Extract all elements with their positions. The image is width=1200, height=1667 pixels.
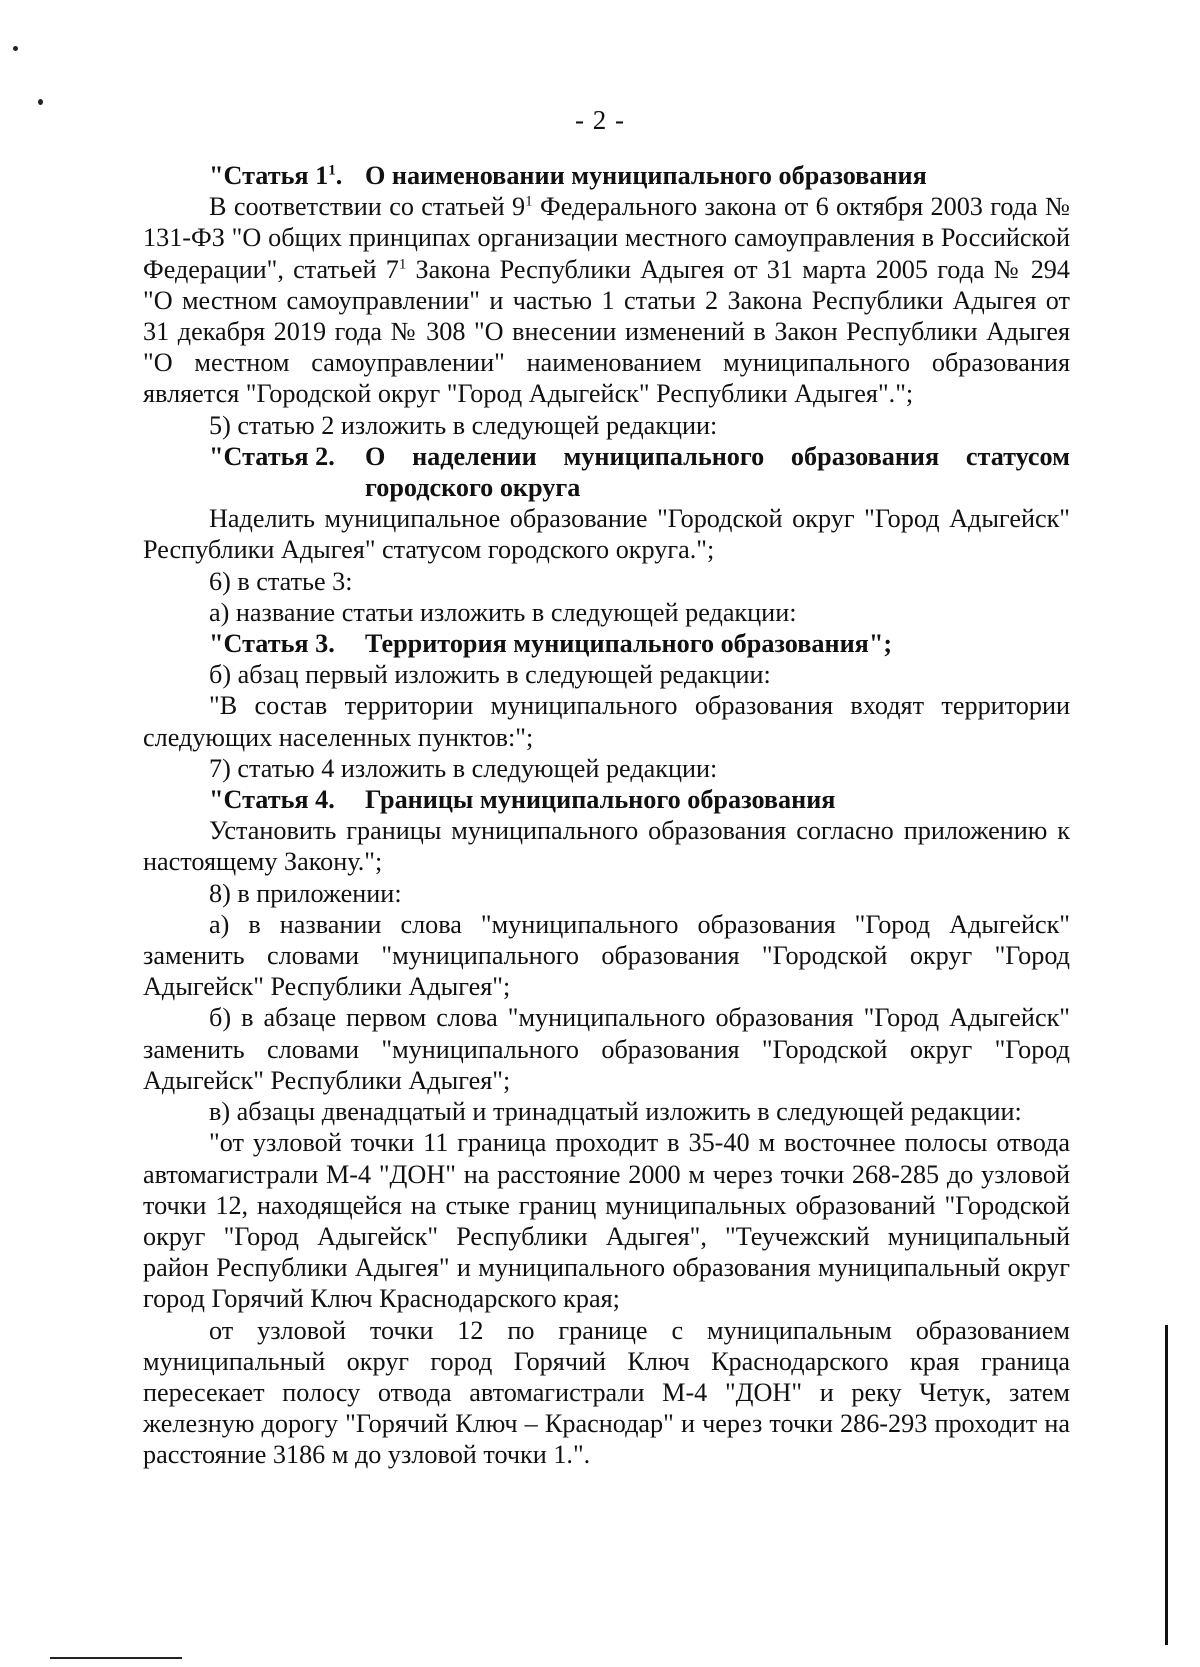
- paragraph: "В состав территории муниципального образования входят территории следующих населенных пунктов:";: [143, 691, 1070, 752]
- article-heading: [143, 784, 1070, 815]
- article-title: Границы муниципального образования: [365, 785, 836, 815]
- article-heading: [143, 628, 1070, 659]
- page-number: - 2 -: [575, 105, 625, 135]
- scan-speck: [13, 46, 18, 51]
- article-label: "Статья $1^1$.: [209, 161, 343, 190]
- list-item: а) название статьи изложить в следующей редакции:: [209, 597, 797, 627]
- paragraph: "от узловой точки 11 граница проходит в 35-40 м восточнее полосы отвода автомагистрали М-4 "ДОН" на расстояние 2000 м через точки 268-285 до узловой точки 12, находящейся на стыке границ муниципальных образований "Городской округ "Город Адыгейск" Республики Адыгея", "Теучежский муниципальный район Республики Адыгея" и муниципального образования муниципальный округ город Горячий Ключ Краснодарского края;: [143, 1128, 1070, 1314]
- paragraph: от узловой точки 12 по границе с муниципальным образованием муниципальный округ город Горячий Ключ Краснодарского края граница пересекает полосу отвода автомагистрали М-4 "ДОН" и реку Четук, затем железную дорогу "Горячий Ключ – Краснодар" и через точки 286-293 проходит на расстояние 3186 м до узловой точки 1.".: [143, 1315, 1070, 1470]
- paragraph: В соответствии со статьей $9^1$ Федерального закона от 6 октября 2003 года № 131-ФЗ "О общих принципах организации местного самоуправления в Российской Федерации", статьей $7^1$ Закона Республики Адыгея от 31 марта 2005 года № 294 "О местном самоуправлении" и частью 1 статьи 2 Закона Республики Адыгея от 31 декабря 2019 года № 308 "О внесении изменений в Закон Республики Адыгея "О местном самоуправлении" наименованием муниципального образования является "Городской округ "Город Адыгейск" Республики Адыгея".";: [143, 192, 1071, 409]
- list-item: 8) в приложении:: [209, 878, 402, 908]
- article-label: "Статья 2.: [209, 441, 335, 471]
- article-label: "Статья 3.: [209, 629, 335, 659]
- document-body: [143, 160, 1070, 1471]
- list-item: в) абзацы двенадцатый и тринадцатый изложить в следующей редакции:: [209, 1097, 1022, 1127]
- list-item: 7) статью 4 изложить в следующей редакции:: [209, 753, 718, 783]
- paragraph: Установить границы муниципального образования согласно приложению к настоящему Закону.";: [143, 816, 1070, 877]
- paragraph: Наделить муниципальное образование "Городской округ "Город Адыгейск" Республики Адыгея" статусом городского округа.";: [143, 504, 1070, 565]
- list-item: 6) в статье 3:: [209, 566, 353, 596]
- article-heading: [143, 441, 1070, 503]
- list-item: 5) статью 2 изложить в следующей редакции:: [209, 410, 718, 440]
- list-item: б) в абзаце первом слова "муниципального образования "Город Адыгейск" заменить словами "муниципального образования "Городской округ "Город Адыгейск" Республики Адыгея";: [143, 1003, 1070, 1095]
- article-heading: [143, 160, 1070, 191]
- article-title: Территория муниципального образования";: [365, 629, 893, 659]
- list-item: а) в названии слова "муниципального образования "Город Адыгейск" заменить словами "муниципального образования "Городской округ "Город Адыгейск" Республики Адыгея";: [143, 909, 1070, 1002]
- article-label: "Статья 4.: [209, 785, 335, 815]
- article-title: О наделении муниципального образования статусом городского округа: [365, 441, 1070, 503]
- scan-edge-line: [1165, 1325, 1168, 1645]
- footer-rule: [50, 1657, 182, 1659]
- article-title: О наименовании муниципального образования: [365, 161, 927, 190]
- list-item: б) абзац первый изложить в следующей редакции:: [209, 660, 771, 690]
